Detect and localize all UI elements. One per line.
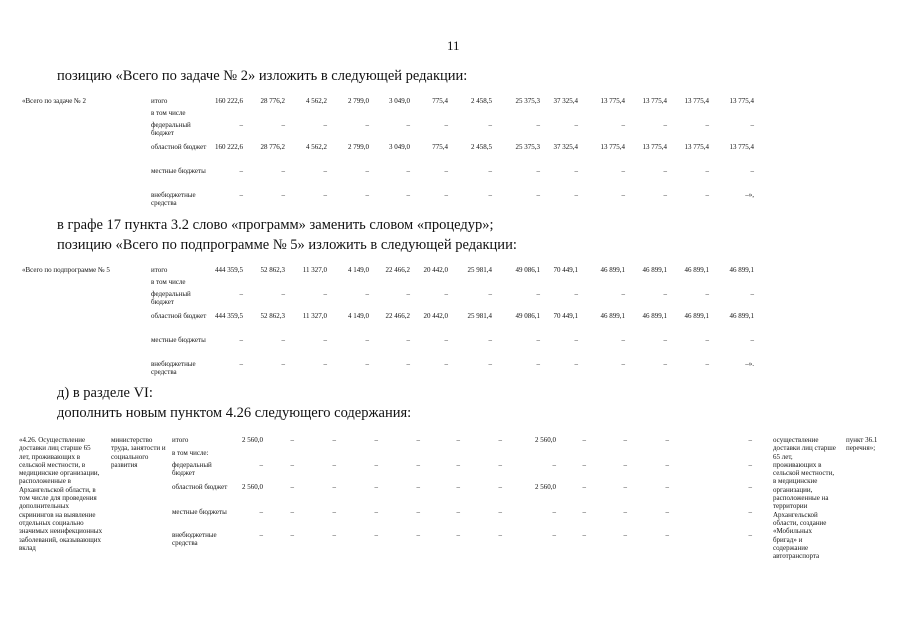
value-cell: 11 327,0 (302, 266, 327, 274)
value-cell: – (621, 121, 625, 129)
value-cell: – (663, 121, 667, 129)
value-cell: 46 899,1 (729, 312, 754, 320)
value-cell: – (416, 508, 420, 516)
value-cell: 28 776,2 (260, 97, 285, 105)
value-cell: 3 049,0 (389, 97, 410, 105)
value-cell: – (574, 360, 578, 368)
value-cell: – (582, 461, 586, 469)
value-cell: – (444, 167, 448, 175)
value-cell: 3 049,0 (389, 143, 410, 151)
value-cell: – (536, 336, 540, 344)
row-label: итого (172, 436, 189, 444)
value-cell: – (705, 191, 709, 199)
value-cell: – (498, 436, 502, 444)
value-cell: – (332, 436, 336, 444)
value-cell: – (665, 483, 669, 491)
value-cell: – (488, 360, 492, 368)
value-cell: – (498, 531, 502, 539)
value-cell: – (623, 461, 627, 469)
value-cell: – (259, 461, 263, 469)
value-cell: – (750, 121, 754, 129)
value-cell: – (574, 191, 578, 199)
row-label: областной бюджет (172, 483, 228, 491)
value-cell: 22 466,2 (385, 312, 410, 320)
value-cell: 46 899,1 (729, 266, 754, 274)
value-cell: – (552, 508, 556, 516)
value-cell: – (290, 461, 294, 469)
value-cell: – (323, 167, 327, 175)
value-cell: – (623, 508, 627, 516)
page-number: 11 (447, 38, 460, 53)
value-cell: – (239, 360, 243, 368)
value-cell: – (332, 531, 336, 539)
value-cell: 20 442,0 (423, 312, 448, 320)
value-cell: – (323, 360, 327, 368)
value-cell: – (621, 167, 625, 175)
value-cell: – (663, 360, 667, 368)
value-cell: – (748, 508, 752, 516)
row-title: «Всего по задаче № 2 (22, 97, 86, 105)
row-label: в том числе: (172, 449, 209, 457)
value-cell: – (281, 167, 285, 175)
executor: министерство труда, занятости и социального развития (111, 436, 166, 469)
value-cell: – (444, 121, 448, 129)
value-cell: – (456, 508, 460, 516)
value-cell: – (323, 290, 327, 298)
value-cell: – (536, 290, 540, 298)
value-cell: 2 799,0 (348, 97, 369, 105)
measure-description: «4.26. Осуществление доставки лиц старше 65 лет, проживающих в сельской местности, в медицинские организации, расположенные в Архангельской области, в том числе для проведения дополнительных скринингов на выявление отдельных социально значимых неинфекционных заболеваний, оказывающих вклад (19, 436, 103, 552)
value-cell: – (705, 336, 709, 344)
value-cell: – (665, 436, 669, 444)
value-cell: – (748, 461, 752, 469)
value-cell: – (406, 336, 410, 344)
value-cell: 22 466,2 (385, 266, 410, 274)
value-cell: – (663, 167, 667, 175)
value-cell: – (750, 290, 754, 298)
value-cell: – (416, 461, 420, 469)
value-cell: – (574, 121, 578, 129)
value-cell: 775,4 (432, 143, 448, 151)
value-cell: – (552, 461, 556, 469)
value-cell: – (488, 167, 492, 175)
value-cell: – (416, 483, 420, 491)
value-cell: – (582, 483, 586, 491)
value-cell: 13 775,4 (684, 97, 709, 105)
value-cell: – (444, 360, 448, 368)
value-cell: – (621, 336, 625, 344)
row-title: «Всего по подпрограмме № 5 (22, 266, 110, 274)
row-label: в том числе (151, 278, 186, 286)
value-cell: 46 899,1 (600, 312, 625, 320)
value-cell: – (536, 121, 540, 129)
value-cell: 2 560,0 (535, 436, 556, 444)
value-cell: 46 899,1 (684, 312, 709, 320)
value-cell: – (574, 336, 578, 344)
value-cell: – (488, 121, 492, 129)
value-cell: – (574, 167, 578, 175)
value-cell: – (281, 191, 285, 199)
value-cell: – (281, 290, 285, 298)
value-cell: – (623, 483, 627, 491)
paragraph-4: д) в разделе VI: (57, 385, 153, 401)
value-cell: – (488, 336, 492, 344)
value-cell: 13 775,4 (729, 97, 754, 105)
value-cell: – (665, 508, 669, 516)
value-cell: 52 862,3 (260, 312, 285, 320)
value-cell: 4 149,0 (348, 312, 369, 320)
value-cell: 46 899,1 (684, 266, 709, 274)
value-cell: – (663, 290, 667, 298)
value-cell: – (374, 508, 378, 516)
value-cell: – (488, 191, 492, 199)
row-label: итого (151, 97, 168, 105)
value-cell: 25 981,4 (467, 266, 492, 274)
value-cell: 2 458,5 (471, 97, 492, 105)
value-cell: – (406, 167, 410, 175)
row-label: областной бюджет (151, 312, 207, 320)
row-label: федеральный бюджет (151, 121, 191, 138)
row-label: местные бюджеты (151, 167, 206, 175)
value-cell: – (536, 191, 540, 199)
value-cell: 37 325,4 (553, 143, 578, 151)
value-cell: – (239, 336, 243, 344)
value-cell: – (406, 121, 410, 129)
value-cell: – (374, 461, 378, 469)
value-cell: – (750, 167, 754, 175)
value-cell: – (365, 167, 369, 175)
value-cell: – (323, 121, 327, 129)
value-cell: – (456, 461, 460, 469)
row-label: в том числе (151, 109, 186, 117)
value-cell: – (488, 290, 492, 298)
paragraph-1: позицию «Всего по задаче № 2» изложить в следующей редакции: (57, 68, 468, 84)
value-cell: 160 222,6 (215, 143, 243, 151)
value-cell: 2 799,0 (348, 143, 369, 151)
value-cell: – (444, 290, 448, 298)
value-cell: – (456, 436, 460, 444)
value-cell: – (498, 508, 502, 516)
value-cell: 25 375,3 (515, 143, 540, 151)
paragraph-5: дополнить новым пунктом 4.26 следующего содержания: (57, 405, 412, 421)
value-cell: 13 775,4 (600, 143, 625, 151)
value-cell: – (536, 167, 540, 175)
value-cell: 11 327,0 (302, 312, 327, 320)
value-cell: 13 775,4 (684, 143, 709, 151)
value-cell: – (552, 531, 556, 539)
value-cell: – (665, 531, 669, 539)
value-cell: 4 562,2 (306, 97, 327, 105)
value-cell: 13 775,4 (729, 143, 754, 151)
value-cell: 4 149,0 (348, 266, 369, 274)
value-cell: – (582, 508, 586, 516)
row-label: итого (151, 266, 168, 274)
value-cell: – (705, 290, 709, 298)
value-cell: 775,4 (432, 97, 448, 105)
value-cell: – (239, 290, 243, 298)
value-cell: – (365, 360, 369, 368)
value-cell: – (705, 360, 709, 368)
value-cell: – (621, 360, 625, 368)
value-cell: – (574, 290, 578, 298)
paragraph-3: позицию «Всего по подпрограмме № 5» изложить в следующей редакции: (57, 237, 517, 253)
paragraph-2: в графе 17 пункта 3.2 слово «программ» заменить словом «процедур»; (57, 217, 494, 233)
row-label: местные бюджеты (151, 336, 206, 344)
value-cell: – (290, 436, 294, 444)
value-cell: – (406, 360, 410, 368)
row-label: внебюджетные средства (151, 360, 196, 377)
value-cell: 2 560,0 (242, 436, 263, 444)
value-cell: 2 560,0 (242, 483, 263, 491)
value-cell: – (365, 191, 369, 199)
value-cell: 49 086,1 (515, 266, 540, 274)
value-cell: – (663, 336, 667, 344)
value-cell: 444 359,5 (215, 266, 243, 274)
value-cell: – (323, 191, 327, 199)
value-cell: – (239, 167, 243, 175)
value-cell: – (623, 531, 627, 539)
value-cell: 46 899,1 (642, 312, 667, 320)
value-cell: 49 086,1 (515, 312, 540, 320)
value-cell: – (665, 461, 669, 469)
value-cell: – (582, 531, 586, 539)
value-cell: – (365, 121, 369, 129)
expected-result: осуществление доставки лиц старше 65 лет, проживающих в сельской местности, в медицинские организации, расположенные на территории Архангельской области, создание «Мобильных бригад» и содержание автотранспорта (773, 436, 836, 561)
value-cell: 28 776,2 (260, 143, 285, 151)
value-cell: 25 981,4 (467, 312, 492, 320)
value-cell: – (365, 336, 369, 344)
value-cell: 46 899,1 (600, 266, 625, 274)
value-cell: – (239, 121, 243, 129)
value-cell: – (444, 191, 448, 199)
value-cell: – (259, 508, 263, 516)
value-cell: – (416, 436, 420, 444)
value-cell: – (290, 483, 294, 491)
value-cell: 37 325,4 (553, 97, 578, 105)
value-cell: 160 222,6 (215, 97, 243, 105)
value-cell: – (748, 436, 752, 444)
value-cell: – (332, 461, 336, 469)
value-cell: 13 775,4 (642, 143, 667, 151)
value-cell: – (582, 436, 586, 444)
row-label: местные бюджеты (172, 508, 227, 516)
row-label: федеральный бюджет (151, 290, 191, 307)
value-cell: 52 862,3 (260, 266, 285, 274)
link-to-list: пункт 36.1 перечня»; (846, 436, 878, 453)
value-cell: – (705, 167, 709, 175)
value-cell: – (748, 483, 752, 491)
row-label: внебюджетные средства (151, 191, 196, 208)
value-cell: – (623, 436, 627, 444)
value-cell: – (281, 360, 285, 368)
value-cell: – (374, 483, 378, 491)
row-label: внебюджетные средства (172, 531, 217, 548)
value-cell: – (750, 336, 754, 344)
value-cell: 2 560,0 (535, 483, 556, 491)
value-cell: – (663, 191, 667, 199)
value-cell: – (406, 191, 410, 199)
value-cell: – (259, 531, 263, 539)
row-label: областной бюджет (151, 143, 207, 151)
value-cell: – (281, 121, 285, 129)
value-cell: – (705, 121, 709, 129)
value-cell: 4 562,2 (306, 143, 327, 151)
value-cell: 20 442,0 (423, 266, 448, 274)
value-cell: – (332, 483, 336, 491)
row-label: федеральный бюджет (172, 461, 212, 478)
value-cell: – (456, 483, 460, 491)
value-cell: – (748, 531, 752, 539)
value-cell: – (416, 531, 420, 539)
value-cell: – (621, 191, 625, 199)
value-cell: – (456, 531, 460, 539)
value-cell: – (365, 290, 369, 298)
value-cell: – (498, 461, 502, 469)
value-cell: – (406, 290, 410, 298)
value-cell: – (323, 336, 327, 344)
value-cell: 13 775,4 (600, 97, 625, 105)
value-cell: 2 458,5 (471, 143, 492, 151)
value-cell: – (281, 336, 285, 344)
value-cell: 70 449,1 (553, 312, 578, 320)
value-cell: – (290, 508, 294, 516)
value-cell: – (374, 436, 378, 444)
value-cell: – (290, 531, 294, 539)
value-cell: – (621, 290, 625, 298)
value-cell: 70 449,1 (553, 266, 578, 274)
value-cell: –». (745, 360, 754, 368)
value-cell: 13 775,4 (642, 97, 667, 105)
value-cell: 25 375,3 (515, 97, 540, 105)
value-cell: 46 899,1 (642, 266, 667, 274)
value-cell: – (239, 191, 243, 199)
value-cell: –», (745, 191, 754, 199)
value-cell: 444 359,5 (215, 312, 243, 320)
value-cell: – (332, 508, 336, 516)
value-cell: – (498, 483, 502, 491)
value-cell: – (536, 360, 540, 368)
value-cell: – (374, 531, 378, 539)
value-cell: – (444, 336, 448, 344)
